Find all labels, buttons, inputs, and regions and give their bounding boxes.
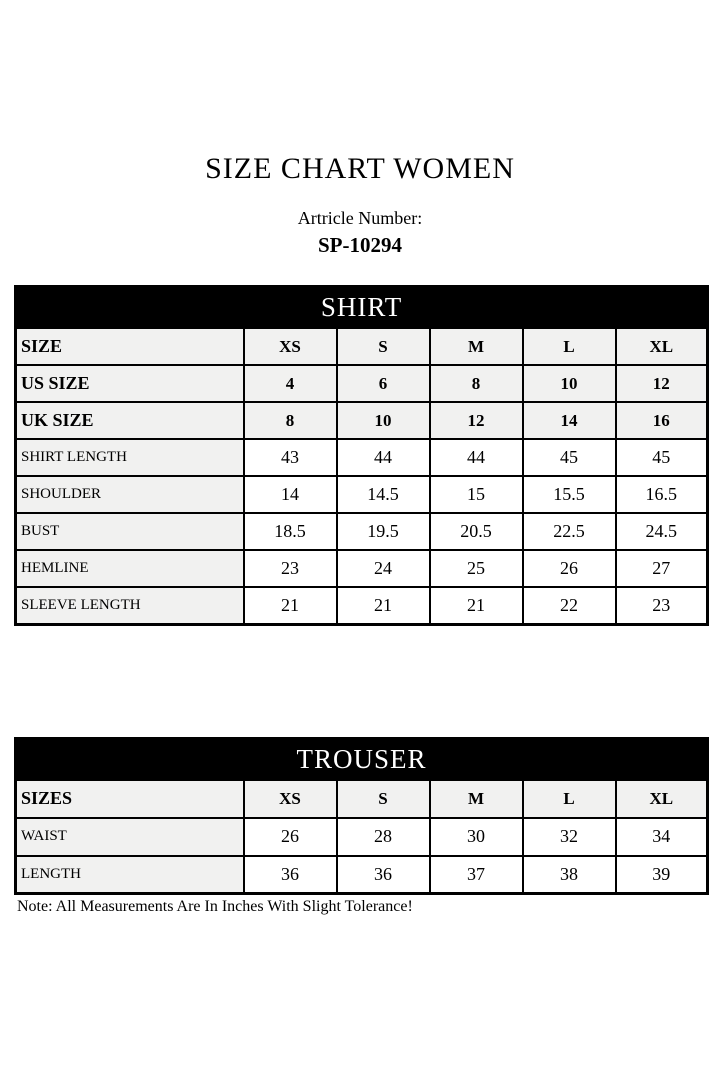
- value-cell: 14: [244, 476, 337, 513]
- value-cell: 36: [337, 856, 430, 894]
- value-cell: 44: [430, 439, 523, 476]
- value-cell: 23: [616, 587, 708, 624]
- row-label-cell: UK SIZE: [16, 402, 244, 439]
- value-cell: 8: [430, 365, 523, 402]
- table-row: [16, 365, 708, 402]
- value-cell: 45: [523, 439, 616, 476]
- row-label-cell: HEMLINE: [16, 550, 244, 587]
- shirt-table-header-row: [16, 287, 708, 329]
- row-label-cell: LENGTH: [16, 856, 244, 894]
- value-cell: 45: [616, 439, 708, 476]
- value-cell: 25: [430, 550, 523, 587]
- shirt-size-table: [14, 285, 709, 626]
- value-cell: M: [430, 780, 523, 818]
- table-row: [16, 402, 708, 439]
- page-title: SIZE CHART WOMEN: [205, 152, 515, 185]
- value-cell: 15.5: [523, 476, 616, 513]
- value-cell: 8: [244, 402, 337, 439]
- row-label-cell: SHOULDER: [16, 476, 244, 513]
- table-row: [16, 476, 708, 513]
- value-cell: 34: [616, 818, 708, 856]
- value-cell: 19.5: [337, 513, 430, 550]
- trouser-size-table: [14, 737, 709, 896]
- value-cell: 23: [244, 550, 337, 587]
- value-cell: S: [337, 328, 430, 365]
- value-cell: 16.5: [616, 476, 708, 513]
- value-cell: 22: [523, 587, 616, 624]
- value-cell: 4: [244, 365, 337, 402]
- table-row: [16, 587, 708, 624]
- value-cell: 30: [430, 818, 523, 856]
- value-cell: 27: [616, 550, 708, 587]
- value-cell: 26: [244, 818, 337, 856]
- value-cell: S: [337, 780, 430, 818]
- table-row: [16, 439, 708, 476]
- table-row: [16, 780, 708, 818]
- value-cell: L: [523, 328, 616, 365]
- value-cell: XL: [616, 780, 708, 818]
- value-cell: L: [523, 780, 616, 818]
- value-cell: 39: [616, 856, 708, 894]
- value-cell: 43: [244, 439, 337, 476]
- value-cell: 12: [616, 365, 708, 402]
- value-cell: 37: [430, 856, 523, 894]
- value-cell: 24: [337, 550, 430, 587]
- value-cell: M: [430, 328, 523, 365]
- row-label-cell: WAIST: [16, 818, 244, 856]
- value-cell: XS: [244, 780, 337, 818]
- value-cell: 21: [430, 587, 523, 624]
- shirt-table-title: SHIRT: [16, 287, 708, 329]
- value-cell: 10: [337, 402, 430, 439]
- value-cell: 20.5: [430, 513, 523, 550]
- title-block: [0, 0, 720, 258]
- value-cell: 21: [244, 587, 337, 624]
- row-label-cell: BUST: [16, 513, 244, 550]
- value-cell: 14: [523, 402, 616, 439]
- value-cell: 26: [523, 550, 616, 587]
- value-cell: XS: [244, 328, 337, 365]
- row-label-cell: SLEEVE LENGTH: [16, 587, 244, 624]
- value-cell: 24.5: [616, 513, 708, 550]
- row-label-cell: SIZES: [16, 780, 244, 818]
- value-cell: 10: [523, 365, 616, 402]
- table-row: [16, 513, 708, 550]
- value-cell: XL: [616, 328, 708, 365]
- value-cell: 15: [430, 476, 523, 513]
- table-row: [16, 856, 708, 894]
- row-label-cell: SHIRT LENGTH: [16, 439, 244, 476]
- table-row: [16, 328, 708, 365]
- value-cell: 21: [337, 587, 430, 624]
- table-row: [16, 818, 708, 856]
- article-number-value: SP-10294: [318, 233, 402, 257]
- value-cell: 38: [523, 856, 616, 894]
- value-cell: 36: [244, 856, 337, 894]
- row-label-cell: SIZE: [16, 328, 244, 365]
- article-number-label: Artricle Number:: [297, 208, 423, 228]
- table-row: [16, 550, 708, 587]
- value-cell: 44: [337, 439, 430, 476]
- value-cell: 22.5: [523, 513, 616, 550]
- trouser-table-title: TROUSER: [16, 738, 708, 780]
- value-cell: 14.5: [337, 476, 430, 513]
- value-cell: 16: [616, 402, 708, 439]
- trouser-table-header-row: [16, 738, 708, 780]
- row-label-cell: US SIZE: [16, 365, 244, 402]
- value-cell: 32: [523, 818, 616, 856]
- value-cell: 6: [337, 365, 430, 402]
- value-cell: 28: [337, 818, 430, 856]
- measurements-note: Note: All Measurements Are In Inches With Slight Tolerance!: [17, 898, 413, 915]
- value-cell: 18.5: [244, 513, 337, 550]
- value-cell: 12: [430, 402, 523, 439]
